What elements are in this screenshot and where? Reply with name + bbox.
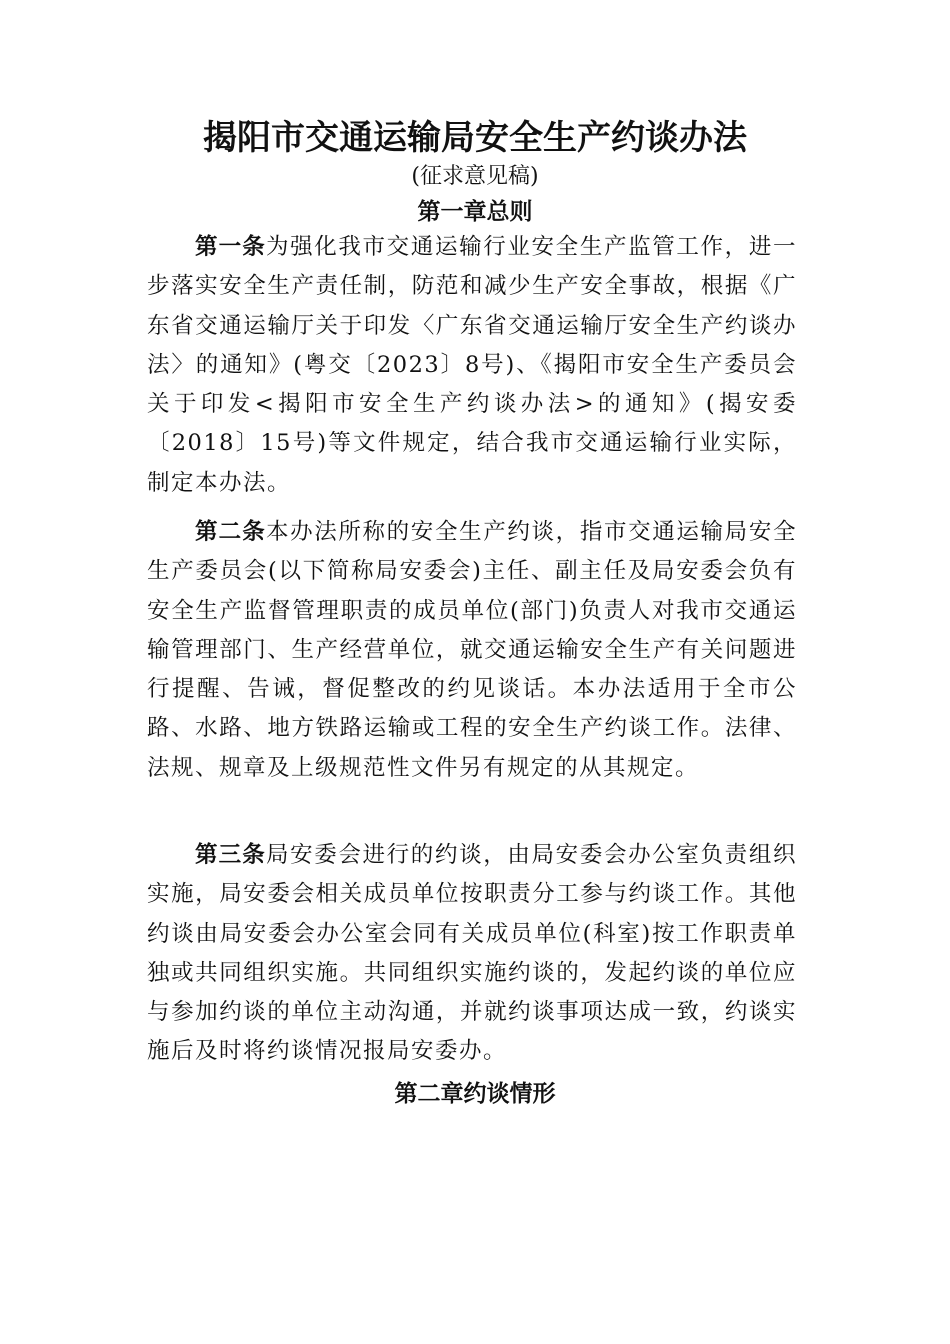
article-paragraph <box>147 836 797 1072</box>
document-title: 揭阳市交通运输局安全生产约谈办法 <box>203 118 747 158</box>
chapter-heading-2: 第二章约谈情形 <box>394 1081 556 1107</box>
article-label: 第二条 <box>195 519 266 545</box>
article-paragraph <box>147 513 797 788</box>
article-label: 第一条 <box>195 234 266 260</box>
article-text: 局安委会进行的约谈，由局安委会办公室负责组织实施，局安委会相关成员单位按职责分工参与约谈工作。其他约谈由局安委会办公室会同有关成员单位(科室)按工作职责单独或共同组织实施。共同组织实施约谈的，发起约谈的单位应与参加约谈的单位主动沟通，并就约谈事项达成一致，约谈实施后及时将约谈情况报局安委办。 <box>147 842 797 1065</box>
article-paragraph <box>147 228 797 503</box>
chapter-heading-1: 第一章总则 <box>417 199 533 225</box>
article-text: 本办法所称的安全生产约谈，指市交通运输局安全生产委员会(以下简称局安委会)主任、副主任及局安委会负有安全生产监督管理职责的成员单位(部门)负责人对我市交通运输管理部门、生产经营单位，就交通运输安全生产有关问题进行提醒、告诫，督促整改的约见谈话。本办法适用于全市公路、水路、地方铁路运输或工程的安全生产约谈工作。法律、法规、规章及上级规范性文件另有规定的从其规定。 <box>147 519 797 781</box>
document-subtitle: (征求意见稿) <box>411 164 539 189</box>
article-text: 为强化我市交通运输行业安全生产监管工作，进一步落实安全生产责任制，防范和减少生产安全事故，根据《广东省交通运输厅关于印发〈广东省交通运输厅安全生产约谈办法〉的通知》(粤交〔2023〕8号)、《揭阳市安全生产委员会关于印发<揭阳市安全生产约谈办法>的通知》(揭安委〔2018〕15号)等文件规定，结合我市交通运输行业实际，制定本办法。 <box>147 234 797 496</box>
article-label: 第三条 <box>195 842 266 868</box>
